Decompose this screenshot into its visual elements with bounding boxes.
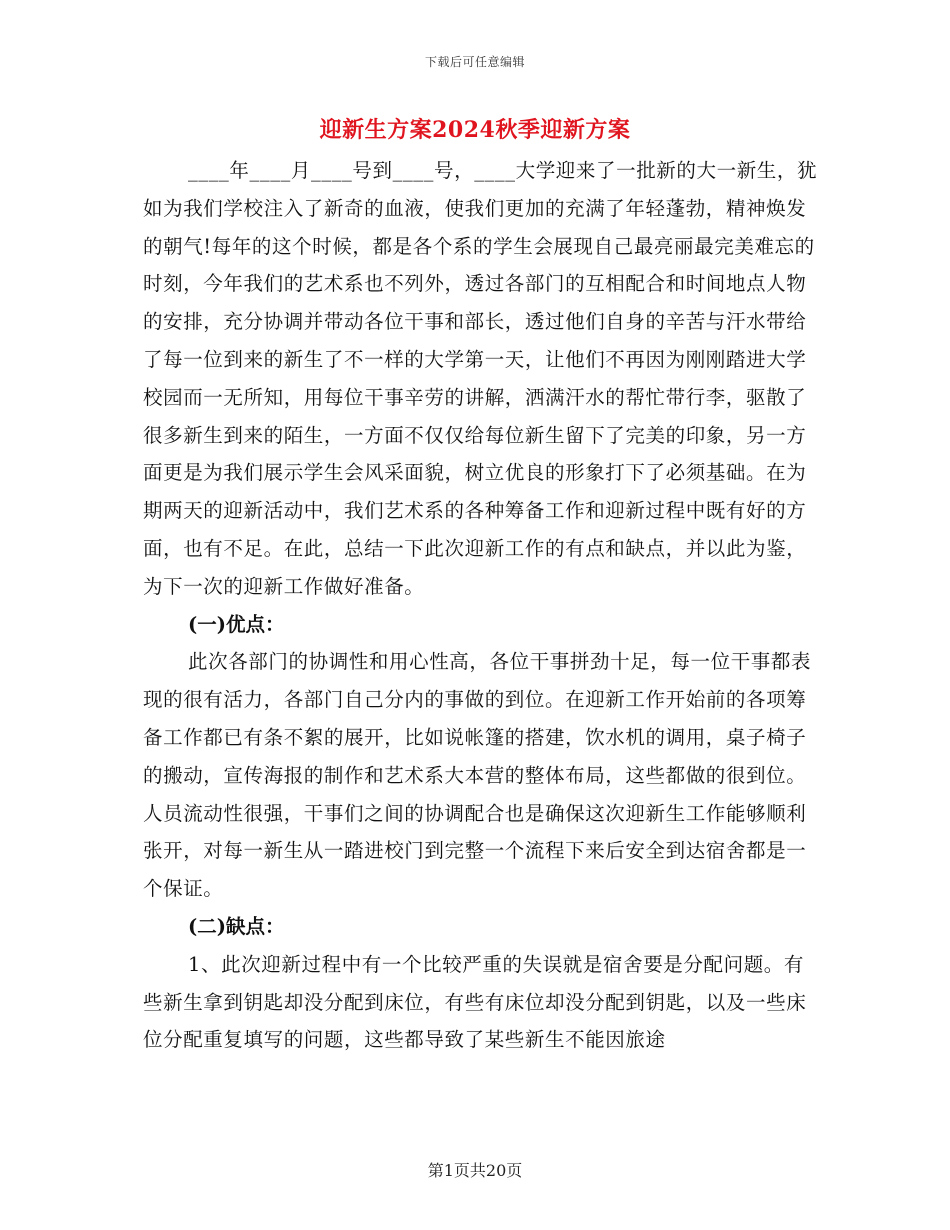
intro-paragraph: ____年____月____号到____号，____大学迎来了一批新的大一新生，犹如为我们学校注入了新奇的血液，使我们更加的充满了年轻蓬勃，精神焕发的朝气!每年的这个时候，都是各个系的学生会展现自己最亮丽最完美难忘的时刻，今年我们的艺术系也不列外，透过各部门的互相配合和时间地点人物的安排，充分协调并带动各位干事和部长，透过他们自身的辛苦与汗水带给了每一位到来的新生了不一样的大学第一天，让他们不再因为刚刚踏进大学校园而一无所知，用每位干事辛劳的讲解，洒满汗水的帮忙带行李，驱散了很多新生到来的陌生，一方面不仅仅给每位新生留下了完美的印象，另一方面更是为我们展示学生会风采面貌，树立优良的形象打下了必须基础。在为期两天的迎新活动中，我们艺术系的各种筹备工作和迎新过程中既有好的方面，也有不足。在此，总结一下此次迎新工作的有点和缺点，并以此为鉴，为下一次的迎新工作做好准备。	[143, 159, 818, 598]
page-number: 第1页共20页	[427, 1161, 523, 1180]
header-note: 下载后可任意编辑	[424, 55, 525, 69]
section-heading-advantages: (一)优点：	[188, 612, 285, 636]
section-heading-shortcomings: (二)缺点：	[188, 914, 285, 938]
document-title: 迎新生方案2024秋季迎新方案	[319, 117, 631, 143]
shortcomings-paragraph: 1、此次迎新过程中有一个比较严重的失误就是宿舍要是分配问题。有些新生拿到钥匙却没分配到床位，有些有床位却没分配到钥匙，以及一些床位分配重复填写的问题，这些都导致了某些新生不能因旅途	[143, 952, 807, 1052]
advantages-paragraph: 此次各部门的协调性和用心性高，各位干事拼劲十足，每一位干事都表现的很有活力，各部门自己分内的事做的到位。在迎新工作开始前的各项筹备工作都已有条不絮的展开，比如说帐篷的搭建，饮水机的调用，桌子椅子的搬动，宣传海报的制作和艺术系大本营的整体布局，这些都做的很到位。人员流动性很强，干事们之间的协调配合也是确保这次迎新生工作能够顺利张开，对每一新生从一踏进校门到完整一个流程下来后安全到达宿舍都是一个保证。	[143, 650, 812, 901]
document-body	[143, 152, 823, 1059]
